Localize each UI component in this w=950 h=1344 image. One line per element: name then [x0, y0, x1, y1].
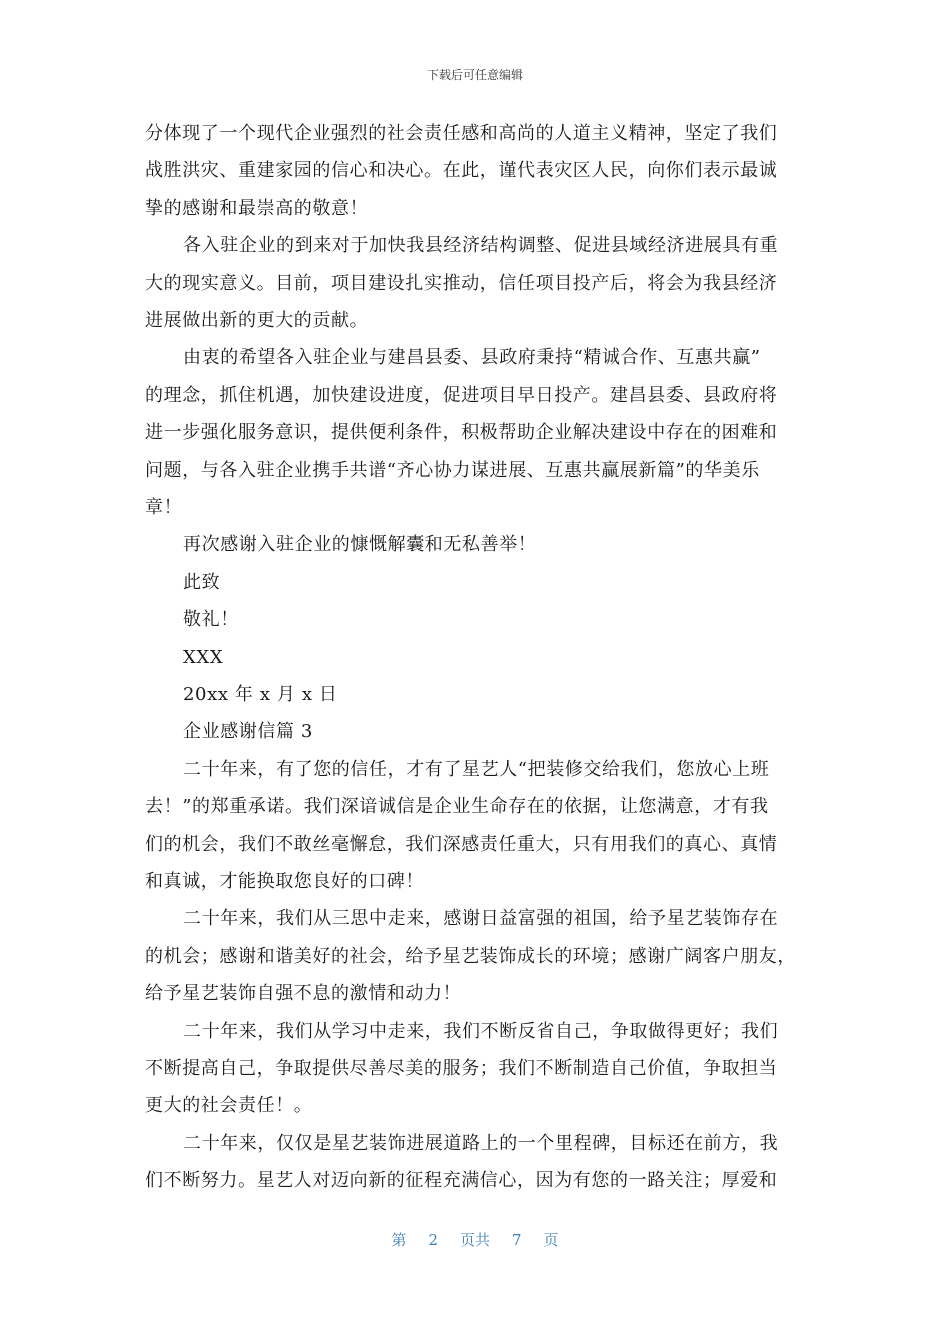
body-line: 大的现实意义。目前，项目建设扎实推动，信任项目投产后，将会为我县经济: [145, 273, 778, 294]
body-line: 挚的感谢和最崇高的敬意！: [145, 198, 369, 219]
signature-name: XXX: [183, 647, 224, 668]
body-line: 和真诚，才能换取您良好的口碑！: [145, 871, 424, 892]
body-line: 二十年来，我们从三思中走来，感谢日益富强的祖国，给予星艺装饰存在: [183, 908, 779, 929]
body-line: 二十年来，我们从学习中走来，我们不断反省自己，争取做得更好；我们: [183, 1021, 779, 1042]
body-line: 的理念，抓住机遇，加快建设进度，促进项目早日投产。建昌县委、县政府将: [145, 385, 778, 406]
body-line: 们不断努力。星艺人对迈向新的征程充满信心，因为有您的一路关注；厚爱和: [145, 1170, 778, 1191]
closing-salutation: 此致: [183, 572, 221, 593]
body-line: 再次感谢入驻企业的慷慨解囊和无私善举！: [183, 534, 537, 555]
body-line: 给予星艺装饰自强不息的激情和动力！: [145, 983, 462, 1004]
page-label-suffix: 页: [543, 1231, 559, 1249]
body-line: 各入驻企业的到来对于加快我县经济结构调整、促进县域经济进展具有重: [183, 235, 779, 256]
signature-date: 20xx 年 x 月 x 日: [183, 684, 338, 705]
page-label-prefix: 第: [391, 1231, 407, 1249]
body-line: 更大的社会责任！。: [145, 1095, 313, 1116]
body-line: 战胜洪灾、重建家园的信心和决心。在此，谨代表灾区人民，向你们表示最诚: [145, 160, 778, 181]
page-header: 下载后可任意编辑: [426, 68, 523, 82]
body-line: 问题，与各入驻企业携手共谱“齐心协力谋进展、互惠共赢展新篇”的华美乐: [145, 460, 760, 481]
body-line: 进一步强化服务意识，提供便利条件，积极帮助企业解决建设中存在的困难和: [145, 422, 778, 443]
page-number: 2: [428, 1231, 438, 1249]
body-line: 去！”的郑重承诺。我们深谙诚信是企业生命存在的依据，让您满意，才有我: [145, 796, 769, 817]
body-line: 的机会；感谢和谐美好的社会，给予星艺装饰成长的环境；感谢广阔客户朋友，: [145, 946, 796, 967]
page-label-middle: 页共: [459, 1231, 490, 1249]
page-footer: [0, 1229, 950, 1250]
body-line: 不断提高自己，争取提供尽善尽美的服务；我们不断制造自己价值，争取担当: [145, 1058, 778, 1079]
body-line: 由衷的希望各入驻企业与建昌县委、县政府秉持“精诚合作、互惠共赢”: [183, 347, 761, 368]
body-line: 分体现了一个现代企业强烈的社会责任感和高尚的人道主义精神，坚定了我们: [145, 123, 778, 144]
section-title: 企业感谢信篇 3: [183, 721, 313, 742]
total-pages: 7: [512, 1231, 522, 1249]
body-line: 二十年来，有了您的信任，才有了星艺人“把装修交给我们，您放心上班: [183, 759, 770, 780]
body-line: 进展做出新的更大的贡献。: [145, 310, 369, 331]
closing-respect: 敬礼！: [183, 609, 239, 630]
body-line: 们的机会，我们不敢丝毫懈怠，我们深感责任重大，只有用我们的真心、真情: [145, 834, 778, 855]
body-line: 二十年来，仅仅是星艺装饰进展道路上的一个里程碑，目标还在前方，我: [183, 1133, 779, 1154]
body-line: 章！: [145, 497, 183, 518]
